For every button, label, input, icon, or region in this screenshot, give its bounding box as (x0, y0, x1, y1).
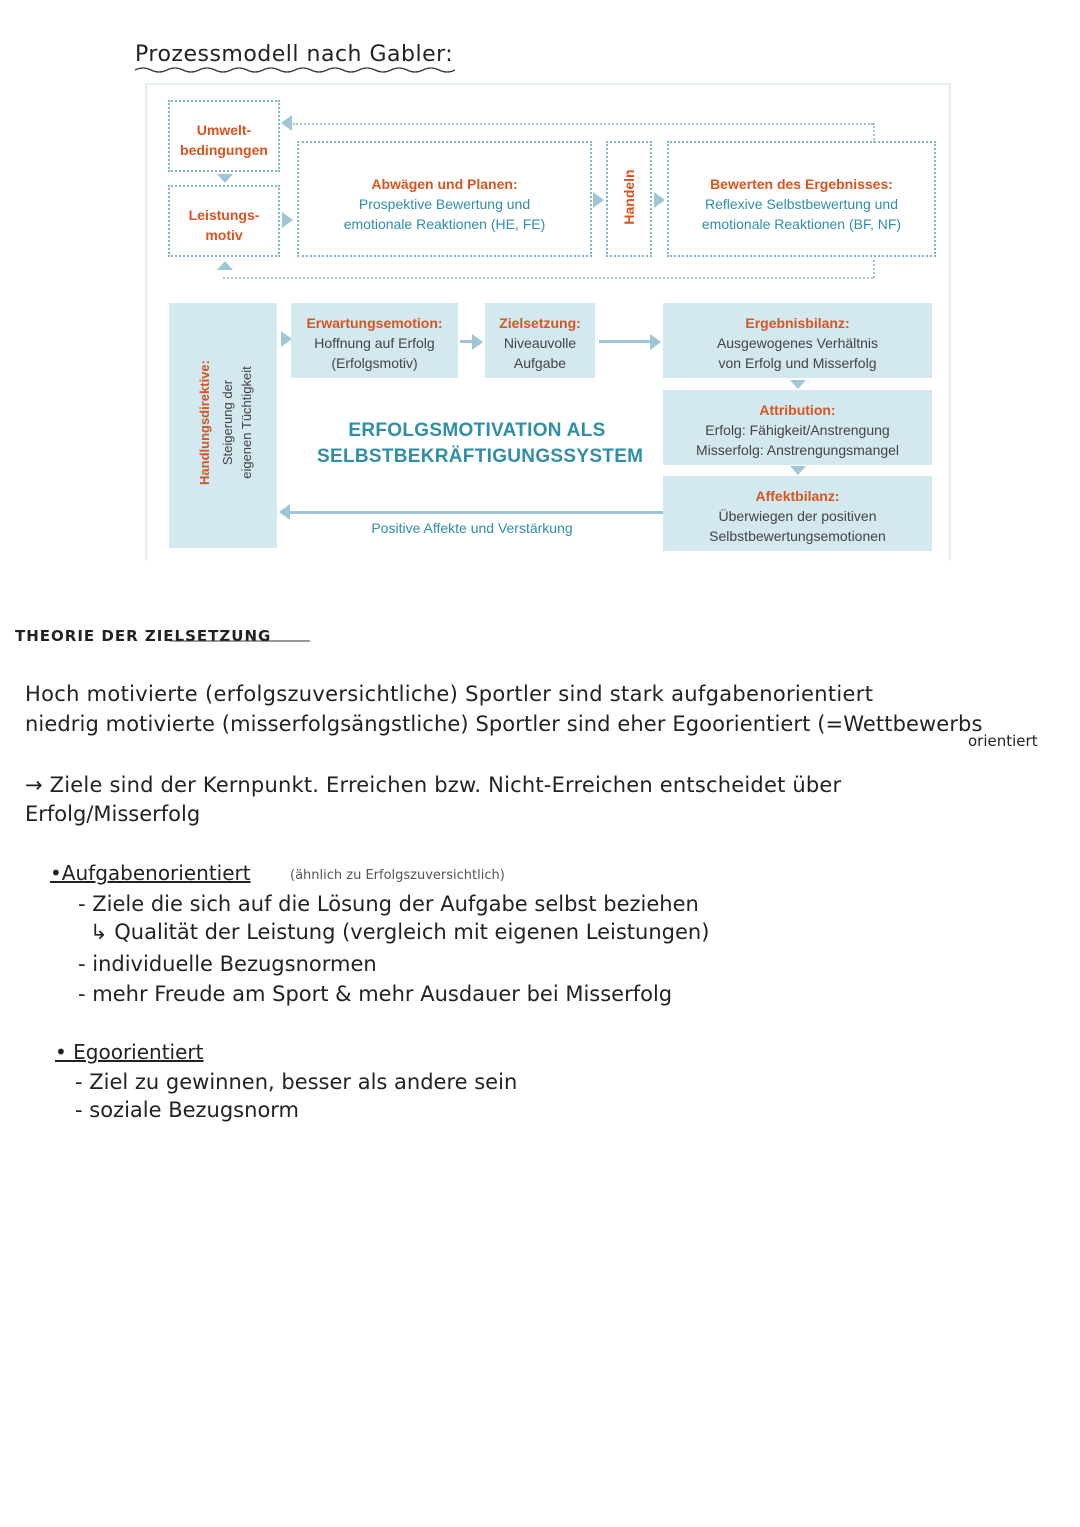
note-line-2b: orientiert (968, 732, 1038, 750)
abwaegen-line2: emotionale Reaktionen (HE, FE) (343, 216, 546, 232)
section-title-strike (170, 638, 310, 646)
section-title: THEORIE DER ZIELSETZUNG (15, 627, 272, 645)
center-title-line1: ERFOLGSMOTIVATION ALS (348, 420, 606, 441)
ego-line-2: - soziale Bezugsnorm (75, 1098, 300, 1122)
arrow-right-icon (650, 334, 661, 350)
aufgabe-line-2: ↳ Qualität der Leistung (vergleich mit eigenen Leistungen) (90, 920, 710, 944)
erwartungsemotion-box (291, 303, 458, 378)
return-line (289, 511, 663, 514)
leistungsmotiv-box: Leistungs- motiv (168, 185, 280, 257)
ego-line-1: - Ziel zu gewinnen, besser als andere sein (75, 1070, 518, 1094)
feedback-line-top (293, 123, 873, 125)
heading-underline (135, 66, 465, 76)
note-line-1: Hoch motivierte (erfolgszuversichtliche) Sportler sind stark aufgabenorientiert (25, 682, 874, 706)
attribution-line1: Erfolg: Fähigkeit/Anstrengung (705, 422, 890, 438)
arrow-down-icon (790, 380, 806, 389)
abwaegen-line1: Prospektive Bewertung und (358, 196, 531, 212)
egoorientiert-title: • Egoorientiert (55, 1040, 204, 1064)
zielsetzung-box (485, 303, 595, 378)
arrow-left-icon (281, 115, 292, 131)
handlungsdirektive-line2: eigenen Tüchtigkeit (239, 366, 254, 479)
ergebnisbilanz-line1: Ausgewogenes Verhältnis (716, 335, 879, 351)
attribution-line2: Misserfolg: Anstrengungsmangel (695, 442, 900, 458)
aufgabe-line-3: - individuelle Bezugsnormen (78, 952, 377, 976)
affektbilanz-box (663, 476, 932, 551)
arrow-right-icon (472, 334, 483, 350)
affektbilanz-line2: Selbstbewertungsemotionen (709, 528, 886, 544)
bewerten-line1: Reflexive Selbstbewertung und (704, 196, 898, 212)
feedback-line-bottom-vertical (873, 260, 875, 278)
aufgabe-line-4: - mehr Freude am Sport & mehr Ausdauer bei Misserfolg (78, 982, 673, 1006)
page-heading: Prozessmodell nach Gabler: (135, 42, 454, 67)
center-title-line2: SELBSTBEKRÄFTIGUNGSSYSTEM (317, 446, 644, 467)
attribution-box (663, 390, 932, 465)
handeln-label: Handeln (621, 169, 637, 225)
handlungsdirektive-line1: Steigerung der (220, 379, 235, 466)
arrow-right-icon (593, 192, 604, 208)
arrow-down-icon (217, 174, 233, 183)
affektbilanz-line1: Überwiegen der positiven (718, 508, 877, 524)
handlungsdirektive-title: Handlungsdirektive: (197, 360, 212, 485)
feedback-line-bottom (223, 277, 873, 279)
erwartungsemotion-title: Erwartungsemotion: (306, 315, 443, 331)
zielsetzung-line2: Aufgabe (513, 355, 567, 371)
affektbilanz-title: Affektbilanz: (755, 488, 840, 504)
arrow-right-icon (654, 192, 665, 208)
zielsetzung-line1: Niveauvolle (503, 335, 577, 351)
ergebnisbilanz-title: Ergebnisbilanz: (745, 315, 850, 331)
center-title (317, 418, 644, 470)
connector-line (599, 340, 652, 343)
positive-affekte-label: Positive Affekte und Verstärkung (371, 520, 573, 536)
arrow-down-icon (790, 466, 806, 475)
aufgabenorientiert-note: (ähnlich zu Erfolgszuversichtlich) (290, 868, 505, 883)
feedback-line-top-vertical (873, 123, 875, 143)
note-line-2: niedrig motivierte (misserfolgsängstliche) Sportler sind eher Egoorientiert (=Wettbewerbs (25, 712, 983, 736)
abwaegen-title: Abwägen und Planen: (371, 176, 518, 192)
bewerten-title: Bewerten des Ergebnisses: (710, 176, 893, 192)
arrow-right-icon (282, 212, 293, 228)
ergebnisbilanz-box (663, 303, 932, 378)
erwartungsemotion-line1: Hoffnung auf Erfolg (314, 335, 435, 351)
abwaegen-box (297, 141, 592, 257)
note-line-3: → Ziele sind der Kernpunkt. Erreichen bzw. Nicht-Erreichen entscheidet über (25, 773, 842, 797)
aufgabenorientiert-title: •Aufgabenorientiert (50, 861, 251, 885)
zielsetzung-title: Zielsetzung: (499, 315, 581, 331)
attribution-title: Attribution: (759, 402, 836, 418)
note-line-4: Erfolg/Misserfolg (25, 802, 201, 826)
erwartungsemotion-line2: (Erfolgsmotiv) (331, 355, 418, 371)
ergebnisbilanz-line2: von Erfolg und Misserfolg (718, 355, 877, 371)
arrow-up-icon (217, 261, 233, 270)
bewerten-box (667, 141, 936, 257)
aufgabe-line-1: - Ziele die sich auf die Lösung der Aufgabe selbst beziehen (78, 892, 699, 916)
umwelt-box: Umwelt- bedingungen (168, 100, 280, 172)
bewerten-line2: emotionale Reaktionen (BF, NF) (701, 216, 902, 232)
process-model-diagram (145, 83, 951, 561)
